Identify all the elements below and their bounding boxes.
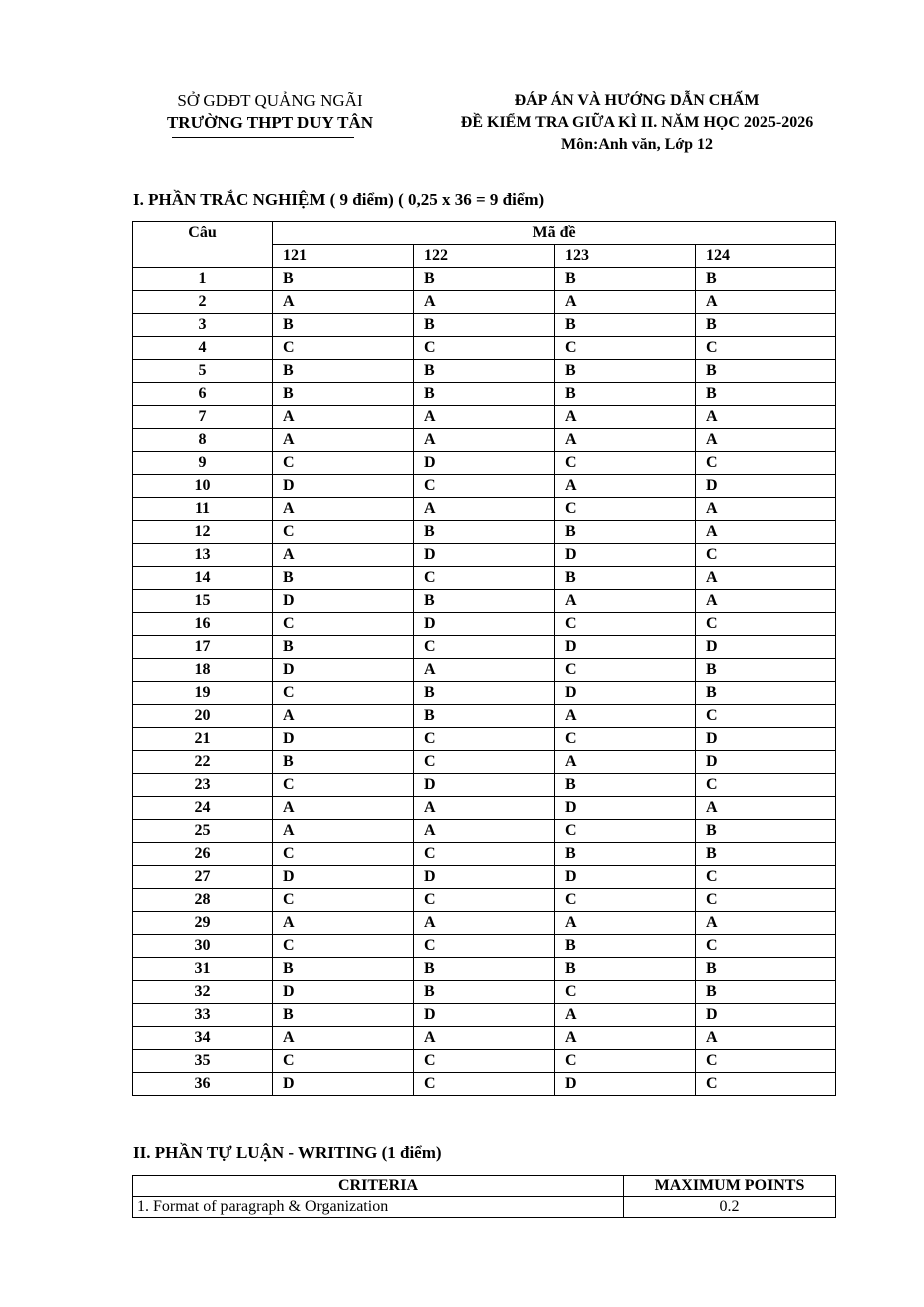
- answer-cell: B: [555, 360, 696, 383]
- answer-cell: B: [414, 682, 555, 705]
- answer-cell: D: [555, 636, 696, 659]
- answer-cell: A: [555, 1027, 696, 1050]
- question-number: 3: [133, 314, 273, 337]
- answer-key-table: [132, 221, 836, 1096]
- question-number: 26: [133, 843, 273, 866]
- answer-cell: A: [555, 475, 696, 498]
- answer-cell: B: [555, 521, 696, 544]
- answer-cell: C: [696, 705, 836, 728]
- question-number: 15: [133, 590, 273, 613]
- answer-cell: A: [696, 521, 836, 544]
- question-number: 5: [133, 360, 273, 383]
- question-number: 13: [133, 544, 273, 567]
- answer-cell: C: [414, 636, 555, 659]
- question-number: 30: [133, 935, 273, 958]
- table-row: [133, 958, 836, 981]
- answer-cell: C: [555, 613, 696, 636]
- answer-cell: C: [273, 521, 414, 544]
- answer-cell: B: [414, 590, 555, 613]
- answer-cell: C: [414, 337, 555, 360]
- column-header-question: Câu: [133, 222, 273, 268]
- answer-cell: A: [555, 590, 696, 613]
- answer-cell: B: [414, 268, 555, 291]
- answer-cell: C: [555, 820, 696, 843]
- answer-cell: B: [555, 567, 696, 590]
- answer-cell: A: [696, 1027, 836, 1050]
- answer-cell: D: [555, 866, 696, 889]
- answer-cell: C: [414, 728, 555, 751]
- answer-cell: D: [555, 544, 696, 567]
- table-row: [133, 797, 836, 820]
- table-row: [133, 659, 836, 682]
- question-number: 24: [133, 797, 273, 820]
- question-number: 2: [133, 291, 273, 314]
- question-number: 14: [133, 567, 273, 590]
- document-title: ĐÁP ÁN VÀ HƯỚNG DẪN CHẤM: [514, 92, 760, 109]
- answer-table-body: [133, 268, 836, 1096]
- answer-cell: A: [696, 406, 836, 429]
- answer-cell: C: [273, 889, 414, 912]
- table-row: [133, 590, 836, 613]
- table-row: [133, 705, 836, 728]
- answer-cell: A: [414, 429, 555, 452]
- question-number: 31: [133, 958, 273, 981]
- answer-cell: C: [273, 935, 414, 958]
- answer-cell: A: [414, 820, 555, 843]
- answer-cell: B: [414, 360, 555, 383]
- criteria-header-row: [133, 1176, 836, 1197]
- answer-cell: A: [414, 797, 555, 820]
- answer-cell: D: [696, 1004, 836, 1027]
- answer-cell: B: [273, 360, 414, 383]
- table-row: [133, 291, 836, 314]
- question-number: 16: [133, 613, 273, 636]
- answer-cell: B: [555, 935, 696, 958]
- answer-cell: A: [696, 567, 836, 590]
- section2-title: II. PHẦN TỰ LUẬN - WRITING (1 điểm): [133, 1143, 442, 1162]
- answer-cell: A: [696, 797, 836, 820]
- table-row: [133, 567, 836, 590]
- table-row: [133, 1073, 836, 1096]
- question-number: 33: [133, 1004, 273, 1027]
- question-number: 20: [133, 705, 273, 728]
- school-header: [140, 90, 400, 134]
- school-name: TRƯỜNG THPT DUY TÂN: [166, 113, 374, 132]
- table-row: [133, 1027, 836, 1050]
- answer-cell: A: [414, 498, 555, 521]
- answer-cell: C: [555, 337, 696, 360]
- table-row: [133, 360, 836, 383]
- answer-cell: C: [273, 452, 414, 475]
- answer-cell: B: [696, 981, 836, 1004]
- table-row: [133, 406, 836, 429]
- table-row: [133, 613, 836, 636]
- table-row: [133, 383, 836, 406]
- table-row: [133, 866, 836, 889]
- answer-cell: C: [696, 774, 836, 797]
- subject-grade: Môn:Anh văn, Lớp 12: [560, 136, 713, 153]
- criteria-cell: 1. Format of paragraph & Organization: [133, 1197, 624, 1218]
- question-number: 10: [133, 475, 273, 498]
- question-number: 35: [133, 1050, 273, 1073]
- answer-cell: C: [555, 981, 696, 1004]
- answer-cell: A: [414, 1027, 555, 1050]
- question-number: 25: [133, 820, 273, 843]
- table-row: [133, 981, 836, 1004]
- question-number: 11: [133, 498, 273, 521]
- question-number: 23: [133, 774, 273, 797]
- answer-cell: C: [414, 889, 555, 912]
- answer-cell: B: [696, 820, 836, 843]
- question-number: 9: [133, 452, 273, 475]
- answer-cell: A: [273, 912, 414, 935]
- section1-title: I. PHẦN TRẮC NGHIỆM ( 9 điểm) ( 0,25 x 36 = 9 điểm): [133, 190, 545, 209]
- answer-cell: C: [696, 452, 836, 475]
- answer-cell: D: [273, 590, 414, 613]
- table-row: [133, 1197, 836, 1218]
- answer-cell: A: [696, 498, 836, 521]
- answer-cell: A: [414, 912, 555, 935]
- answer-cell: C: [414, 567, 555, 590]
- answer-cell: A: [414, 406, 555, 429]
- table-row: [133, 636, 836, 659]
- table-row: [133, 751, 836, 774]
- answer-cell: C: [696, 935, 836, 958]
- column-header-max-points: MAXIMUM POINTS: [624, 1176, 836, 1197]
- table-row: [133, 452, 836, 475]
- answer-cell: B: [696, 360, 836, 383]
- answer-cell: B: [555, 383, 696, 406]
- answer-cell: D: [555, 1073, 696, 1096]
- question-number: 12: [133, 521, 273, 544]
- table-row: [133, 268, 836, 291]
- table-row: [133, 521, 836, 544]
- document-title-block: [420, 90, 854, 156]
- answer-cell: C: [414, 475, 555, 498]
- question-number: 6: [133, 383, 273, 406]
- answer-cell: C: [696, 889, 836, 912]
- answer-cell: C: [414, 751, 555, 774]
- answer-cell: B: [273, 383, 414, 406]
- question-number: 19: [133, 682, 273, 705]
- answer-cell: C: [414, 1073, 555, 1096]
- department-name: SỞ GDĐT QUẢNG NGÃI: [177, 91, 363, 110]
- question-number: 22: [133, 751, 273, 774]
- answer-cell: B: [414, 981, 555, 1004]
- answer-cell: D: [273, 728, 414, 751]
- answer-cell: B: [555, 774, 696, 797]
- answer-cell: C: [555, 728, 696, 751]
- answer-cell: B: [273, 314, 414, 337]
- answer-cell: A: [273, 705, 414, 728]
- answer-cell: D: [696, 728, 836, 751]
- exam-code-cell: 124: [696, 245, 836, 268]
- answer-cell: D: [273, 981, 414, 1004]
- table-row: [133, 1050, 836, 1073]
- answer-cell: B: [414, 383, 555, 406]
- answer-cell: B: [696, 958, 836, 981]
- question-number: 28: [133, 889, 273, 912]
- answer-cell: D: [696, 475, 836, 498]
- answer-cell: D: [414, 544, 555, 567]
- answer-cell: D: [273, 866, 414, 889]
- table-row: [133, 337, 836, 360]
- answer-cell: D: [414, 613, 555, 636]
- answer-cell: A: [696, 912, 836, 935]
- table-row: [133, 544, 836, 567]
- answer-cell: A: [555, 429, 696, 452]
- exam-code-cell: 121: [273, 245, 414, 268]
- question-number: 27: [133, 866, 273, 889]
- answer-cell: A: [273, 291, 414, 314]
- answer-cell: D: [696, 751, 836, 774]
- answer-cell: A: [696, 429, 836, 452]
- answer-cell: A: [555, 912, 696, 935]
- exam-name: ĐỀ KIỂM TRA GIỮA KÌ II. NĂM HỌC 2025-2026: [460, 114, 814, 131]
- answer-cell: A: [555, 705, 696, 728]
- question-number: 21: [133, 728, 273, 751]
- answer-cell: B: [273, 636, 414, 659]
- table-row: [133, 820, 836, 843]
- criteria-table-body: [133, 1197, 836, 1218]
- answer-cell: C: [696, 1050, 836, 1073]
- answer-cell: C: [273, 1050, 414, 1073]
- answer-cell: A: [273, 797, 414, 820]
- answer-cell: B: [696, 682, 836, 705]
- answer-cell: C: [273, 774, 414, 797]
- question-number: 29: [133, 912, 273, 935]
- answer-cell: B: [273, 751, 414, 774]
- question-number: 32: [133, 981, 273, 1004]
- points-cell: 0.2: [624, 1197, 836, 1218]
- answer-cell: B: [555, 843, 696, 866]
- answer-cell: D: [696, 636, 836, 659]
- answer-cell: C: [273, 613, 414, 636]
- answer-cell: B: [273, 567, 414, 590]
- answer-cell: C: [555, 659, 696, 682]
- column-header-criteria: CRITERIA: [133, 1176, 624, 1197]
- table-row: [133, 935, 836, 958]
- question-number: 36: [133, 1073, 273, 1096]
- answer-cell: A: [273, 820, 414, 843]
- answer-cell: C: [696, 866, 836, 889]
- answer-cell: C: [273, 682, 414, 705]
- answer-cell: C: [414, 1050, 555, 1073]
- answer-cell: D: [414, 1004, 555, 1027]
- table-row: [133, 314, 836, 337]
- answer-cell: A: [555, 406, 696, 429]
- answer-cell: C: [414, 935, 555, 958]
- answer-cell: D: [414, 866, 555, 889]
- answer-cell: C: [696, 613, 836, 636]
- table-row: [133, 843, 836, 866]
- answer-cell: B: [696, 659, 836, 682]
- answer-cell: D: [414, 452, 555, 475]
- header-underline: [172, 137, 354, 138]
- answer-cell: B: [555, 268, 696, 291]
- answer-cell: A: [696, 590, 836, 613]
- question-number: 1: [133, 268, 273, 291]
- table-row: [133, 1004, 836, 1027]
- answer-cell: B: [696, 383, 836, 406]
- table-row: [133, 498, 836, 521]
- answer-cell: D: [555, 682, 696, 705]
- exam-code-cell: 122: [414, 245, 555, 268]
- answer-cell: A: [414, 291, 555, 314]
- answer-cell: B: [414, 958, 555, 981]
- answer-cell: B: [555, 314, 696, 337]
- answer-cell: A: [273, 406, 414, 429]
- answer-cell: A: [273, 429, 414, 452]
- answer-cell: A: [273, 498, 414, 521]
- answer-cell: B: [414, 705, 555, 728]
- question-number: 34: [133, 1027, 273, 1050]
- answer-table-header-row: [133, 222, 836, 245]
- question-number: 4: [133, 337, 273, 360]
- answer-cell: C: [696, 337, 836, 360]
- answer-cell: C: [273, 843, 414, 866]
- question-number: 8: [133, 429, 273, 452]
- table-row: [133, 429, 836, 452]
- answer-cell: D: [273, 475, 414, 498]
- answer-cell: B: [696, 843, 836, 866]
- question-number: 17: [133, 636, 273, 659]
- column-header-exam-code: Mã đề: [273, 222, 836, 245]
- exam-code-cell: 123: [555, 245, 696, 268]
- criteria-table: [132, 1175, 836, 1218]
- answer-cell: B: [696, 314, 836, 337]
- question-number: 7: [133, 406, 273, 429]
- answer-cell: D: [414, 774, 555, 797]
- answer-cell: B: [414, 521, 555, 544]
- answer-cell: C: [555, 452, 696, 475]
- table-row: [133, 889, 836, 912]
- answer-cell: C: [414, 843, 555, 866]
- answer-cell: B: [273, 1004, 414, 1027]
- answer-cell: C: [555, 889, 696, 912]
- answer-cell: A: [414, 659, 555, 682]
- answer-cell: C: [696, 544, 836, 567]
- answer-cell: D: [273, 659, 414, 682]
- answer-cell: C: [555, 498, 696, 521]
- table-row: [133, 475, 836, 498]
- answer-cell: B: [414, 314, 555, 337]
- answer-cell: C: [273, 337, 414, 360]
- answer-cell: A: [555, 291, 696, 314]
- table-row: [133, 682, 836, 705]
- answer-cell: C: [555, 1050, 696, 1073]
- answer-cell: B: [273, 268, 414, 291]
- answer-cell: A: [555, 1004, 696, 1027]
- answer-cell: A: [273, 544, 414, 567]
- answer-cell: D: [273, 1073, 414, 1096]
- answer-cell: B: [273, 958, 414, 981]
- answer-cell: A: [273, 1027, 414, 1050]
- answer-cell: A: [555, 751, 696, 774]
- table-row: [133, 774, 836, 797]
- question-number: 18: [133, 659, 273, 682]
- answer-cell: B: [696, 268, 836, 291]
- answer-cell: A: [696, 291, 836, 314]
- table-row: [133, 912, 836, 935]
- answer-cell: D: [555, 797, 696, 820]
- answer-cell: C: [696, 1073, 836, 1096]
- table-row: [133, 728, 836, 751]
- answer-cell: B: [555, 958, 696, 981]
